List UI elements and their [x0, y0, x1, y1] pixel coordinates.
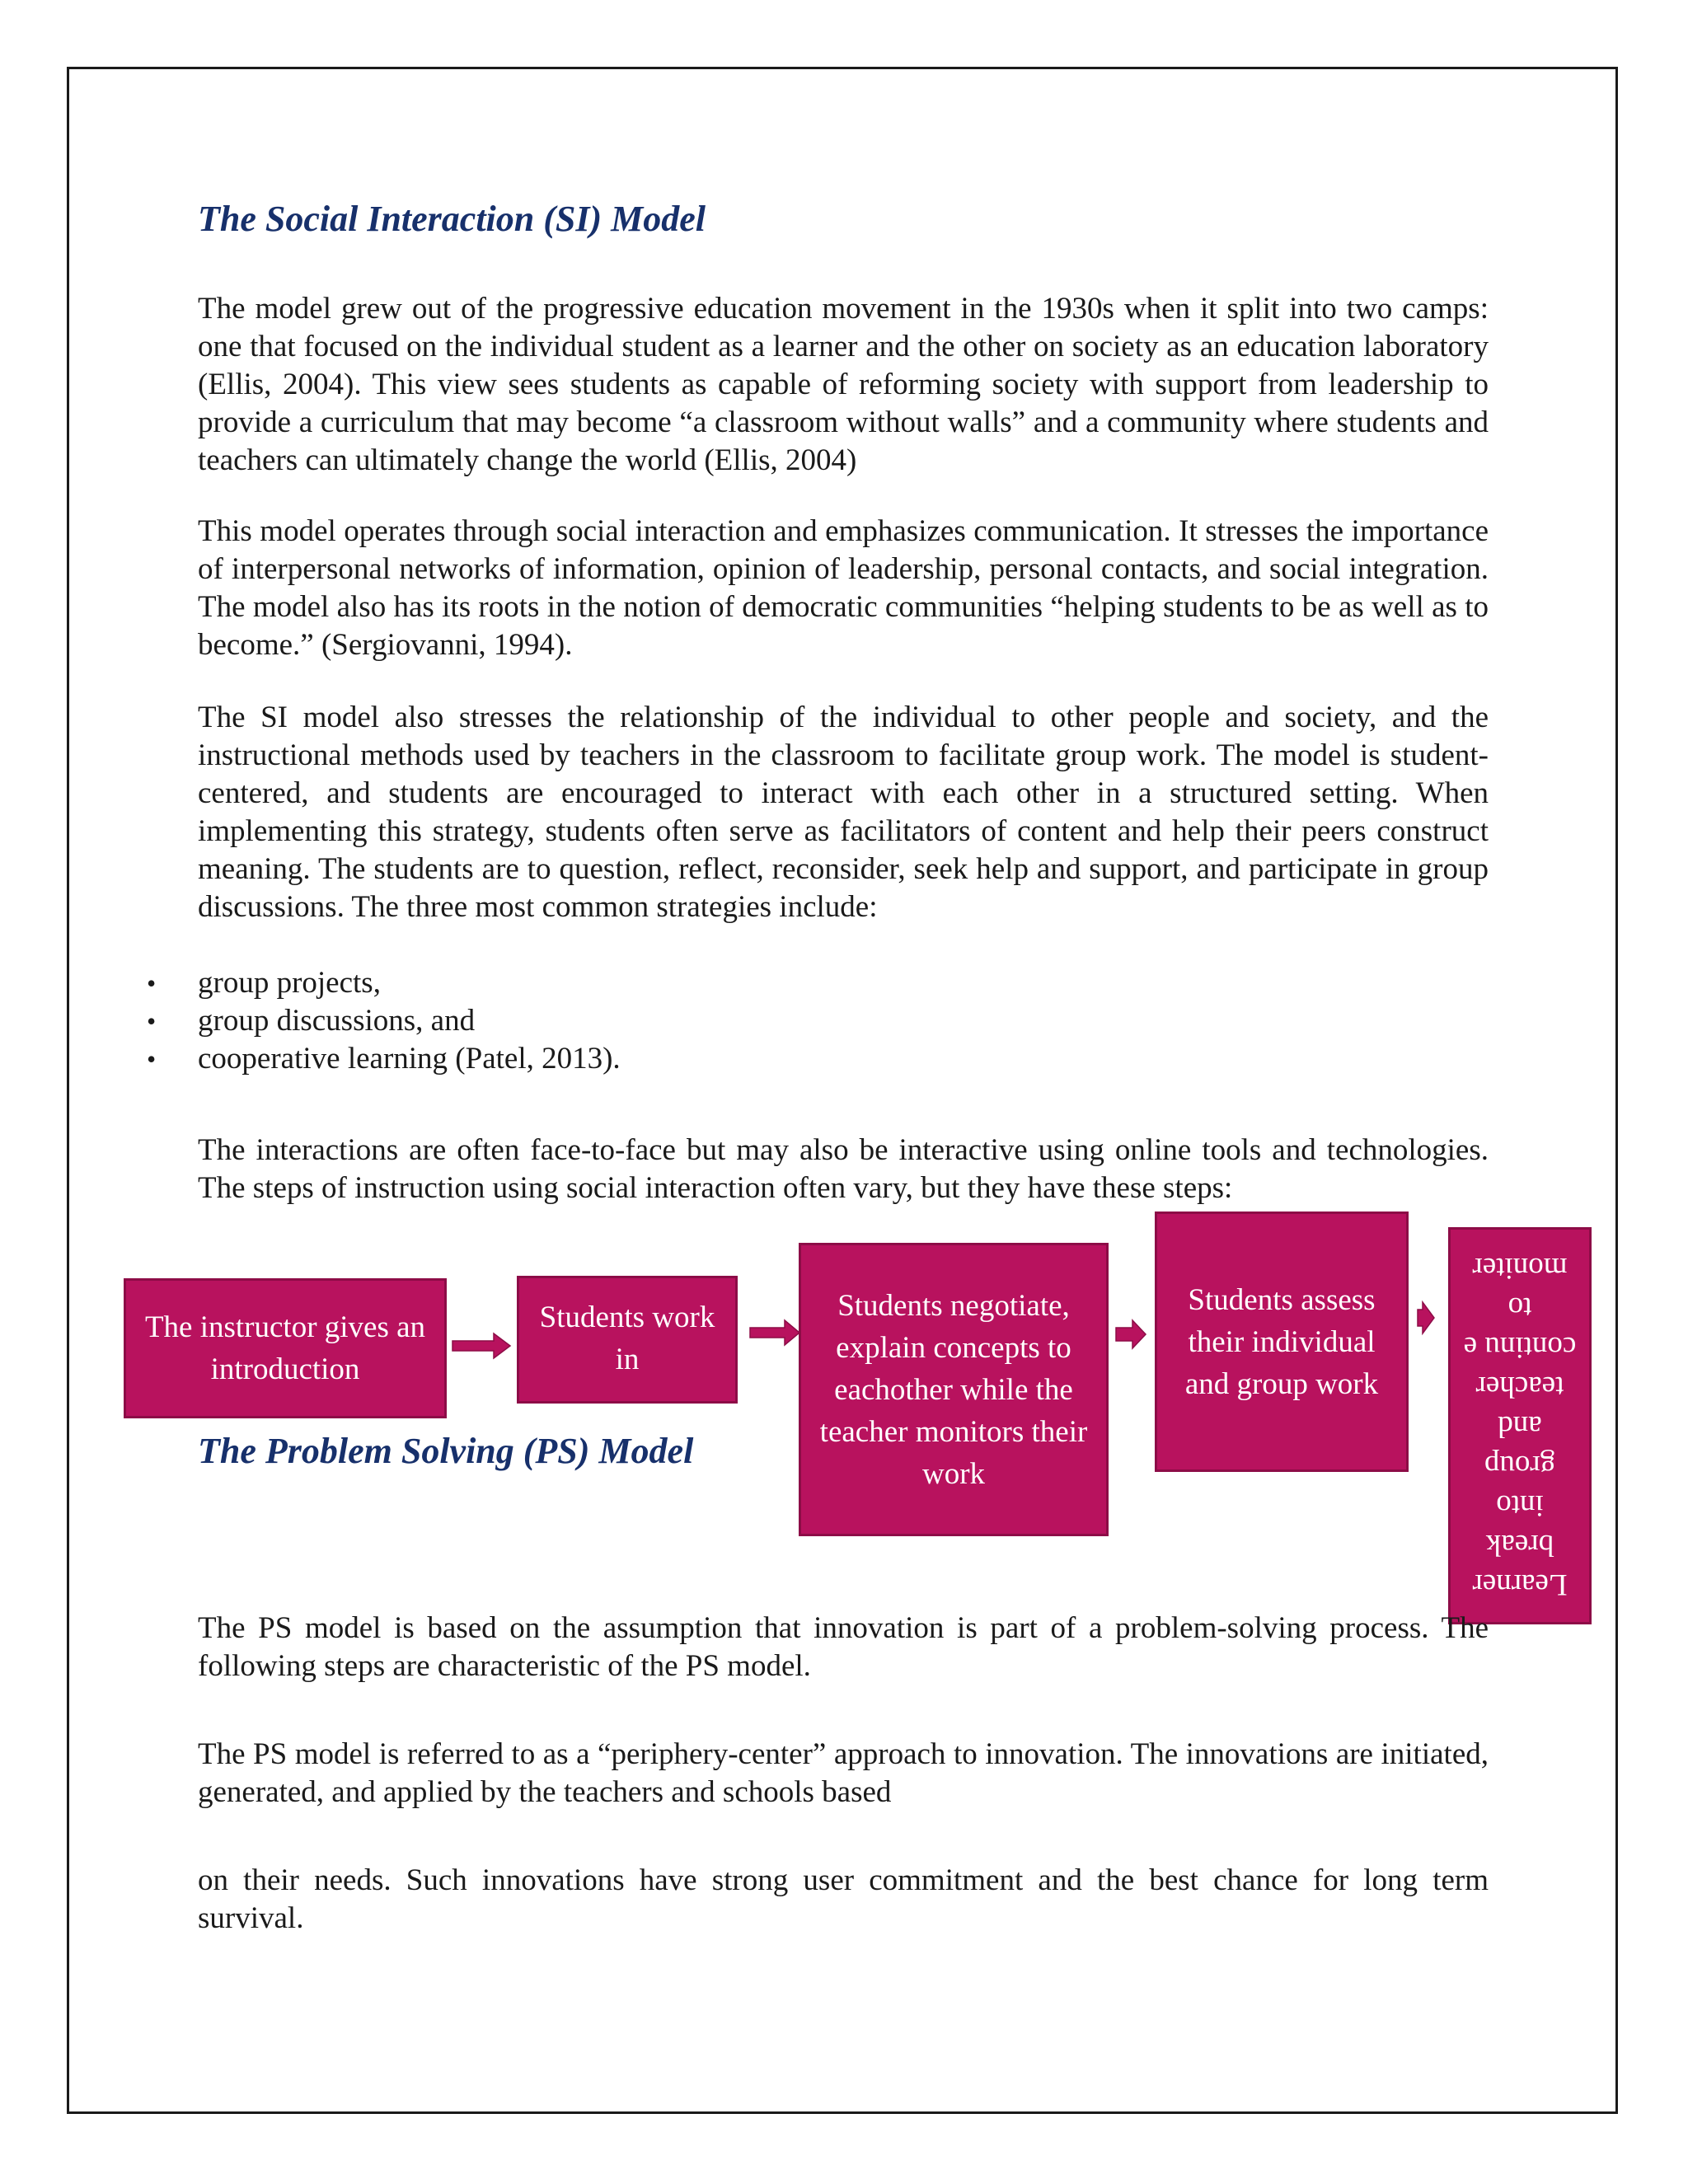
flow-step-label: Students work in — [539, 1301, 715, 1376]
flow-step-assess — [1155, 1212, 1409, 1472]
paragraph-si-communication: This model operates through social interaction and emphasizes communication. It stresses the importance of interpersonal networks of information, opinion of leadership, personal contacts, and social integration. The model also has its roots in the notion of democratic communities “helping students to be as well as to become.” (Sergiovanni, 1994). — [198, 514, 1489, 662]
paragraph-ps-assumption: The PS model is based on the assumption that innovation is part of a problem-solving process. The following steps are characteristic of the PS model. — [198, 1611, 1489, 1683]
paragraph-si-relationship: The SI model also stresses the relationship of the individual to other people and society, and the instructional methods used by teachers in the classroom to facilitate group work. The model is student-centered, and students are encouraged to interact with each other in a structured setting. When implementing this strategy, students often serve as facilitators of content and help their peers construct meaning. The students are to question, reflect, reconsider, seek help and support, and participate in group discussions. The three most common strategies include: — [198, 701, 1489, 924]
flow-step-label: Students assess their individual and group work — [1184, 1282, 1379, 1401]
paragraph-ps-periphery: The PS model is referred to as a “periphery-center” approach to innovation. The innovations are initiated, generated, and applied by the teachers and schools based — [198, 1737, 1489, 1809]
list-item: • cooperative learning (Patel, 2013). — [198, 1040, 1489, 1078]
arrow-right-icon — [1416, 1301, 1436, 1335]
flow-step-label: Students negotiate, explain concepts to eachother while the teacher monitors their work — [819, 1288, 1088, 1491]
flow-step-monitor — [1448, 1227, 1592, 1624]
arrow-right-icon — [1114, 1319, 1147, 1350]
list-item: • group projects, — [198, 964, 1489, 1002]
flow-step-label: Learner break into group and teacher continu e to moniter — [1463, 1251, 1577, 1601]
heading-ps-model: The Problem Solving (PS) Model — [198, 1431, 694, 1471]
flow-step-label: The instructor gives an introduction — [144, 1310, 426, 1386]
paragraph-ps-needs: on their needs. Such innovations have strong user commitment and the best chance for long term survival. — [198, 1863, 1489, 1935]
paragraph-interactions: The interactions are often face-to-face but may also be interactive using online tools and technologies. The steps of instruction using social interaction often vary, but they have these steps: — [198, 1133, 1489, 1205]
flow-step-introduction — [124, 1278, 447, 1418]
arrow-right-icon — [748, 1319, 801, 1347]
list-item: • group discussions, and — [198, 1002, 1489, 1040]
paragraph-si-origins: The model grew out of the progressive education movement in the 1930s when it split into two camps: one that focused on the individual student as a learner and the other on society as an education laboratory (Ellis, 2004). This view sees students as capable of reforming society with support from leadership to provide a curriculum that may become “a classroom without walls” and a community where students and teachers can ultimately change the world (Ellis, 2004) — [198, 292, 1489, 477]
flow-step-negotiate — [799, 1243, 1109, 1536]
flow-step-group-work — [517, 1276, 738, 1404]
strategy-list — [198, 964, 1489, 1078]
heading-si-model: The Social Interaction (SI) Model — [198, 199, 706, 239]
arrow-right-icon — [451, 1332, 512, 1360]
